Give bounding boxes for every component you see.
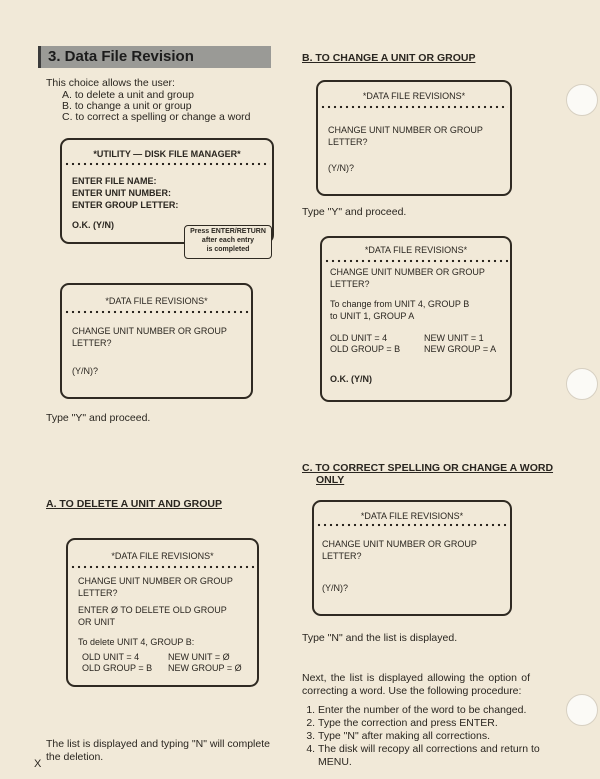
delete-instruction-1: ENTER Ø TO DELETE OLD GROUP	[78, 605, 227, 615]
change-prompt: CHANGE UNIT NUMBER OR GROUP	[78, 576, 233, 586]
delete-example: To delete UNIT 4, GROUP B:	[78, 637, 195, 647]
screen-title: *DATA FILE REVISIONS*	[362, 91, 466, 101]
procedure-step-1: 1. Enter the number of the word to be changed.	[318, 704, 550, 717]
section-b-heading: B. TO CHANGE A UNIT OR GROUP	[302, 52, 476, 64]
letter-prompt: LETTER?	[72, 338, 112, 348]
change-prompt: CHANGE UNIT NUMBER OR GROUP	[330, 267, 485, 277]
procedure-step-2: 2. Type the correction and press ENTER.	[318, 717, 550, 730]
punch-hole-middle	[566, 368, 598, 400]
star-border	[70, 564, 255, 570]
callout-line-2: after each entry	[201, 237, 255, 244]
letter-prompt: LETTER?	[322, 551, 362, 561]
screen-data-file-revisions-3	[312, 500, 512, 616]
callout-box	[184, 225, 272, 259]
section-a-heading: A. TO DELETE A UNIT AND GROUP	[46, 498, 222, 510]
letter-prompt: LETTER?	[328, 137, 368, 147]
delete-instruction-2: OR UNIT	[78, 617, 115, 627]
proceed-text-2: Type "Y" and proceed.	[302, 206, 407, 218]
change-example-2: to UNIT 1, GROUP A	[330, 311, 415, 321]
new-group: NEW GROUP = A	[424, 344, 497, 354]
list-displayed-text: Type "N" and the list is displayed.	[302, 632, 458, 644]
footer-text: The list is displayed and typing "N" will complete the deletion.	[46, 738, 270, 763]
star-border	[64, 161, 270, 167]
ok-prompt: O.K. (Y/N)	[330, 374, 372, 384]
change-prompt: CHANGE UNIT NUMBER OR GROUP	[322, 539, 477, 549]
section-c-heading-2: ONLY	[316, 474, 345, 486]
option-c: C. to correct a spelling or change a word	[62, 111, 251, 123]
section-heading: 3. Data File Revision	[48, 48, 194, 65]
star-border	[64, 309, 249, 315]
change-prompt: CHANGE UNIT NUMBER OR GROUP	[328, 125, 483, 135]
new-group: NEW GROUP = Ø	[168, 663, 242, 673]
letter-prompt: LETTER?	[78, 588, 118, 598]
next-paragraph: Next, the list is displayed allowing the option of correcting a word. Use the following procedure:	[302, 672, 530, 697]
screen-data-file-revisions-2	[316, 80, 512, 196]
page-letter: X	[34, 758, 42, 770]
old-group: OLD GROUP = B	[82, 663, 153, 673]
star-border	[324, 258, 508, 264]
callout-line-1: Press ENTER/RETURN	[190, 228, 266, 235]
old-unit: OLD UNIT = 4	[82, 652, 140, 662]
screen-change-unit	[320, 236, 512, 402]
screen-title: *DATA FILE REVISIONS*	[364, 245, 468, 255]
screen-delete-unit	[66, 538, 259, 687]
enter-group-letter: ENTER GROUP LETTER:	[72, 200, 179, 210]
section-c-heading: C. TO CORRECT SPELLING OR CHANGE A WORD	[302, 462, 554, 474]
enter-unit-number: ENTER UNIT NUMBER:	[72, 188, 171, 198]
yn-prompt: (Y/N)?	[328, 163, 355, 173]
punch-hole-top	[566, 84, 598, 116]
new-unit: NEW UNIT = Ø	[168, 652, 230, 662]
procedure-step-3: 3. Type "N" after making all corrections.	[318, 730, 550, 743]
new-unit: NEW UNIT = 1	[424, 333, 484, 343]
screen-title: *UTILITY — DISK FILE MANAGER*	[93, 149, 241, 159]
procedure-step-4: 4. The disk will recopy all corrections and return to MENU.	[318, 743, 550, 769]
option-b: B. to change a unit or group	[62, 100, 192, 112]
procedure-list	[300, 704, 550, 769]
section-heading-bar	[38, 46, 271, 68]
old-group: OLD GROUP = B	[330, 344, 401, 354]
screen-title: *DATA FILE REVISIONS*	[360, 511, 464, 521]
screen-title: *DATA FILE REVISIONS*	[105, 296, 208, 306]
callout-line-3: is completed	[206, 246, 250, 253]
ok-prompt: O.K. (Y/N)	[72, 220, 114, 230]
yn-prompt: (Y/N)?	[72, 366, 99, 376]
star-border	[320, 104, 508, 110]
change-prompt: CHANGE UNIT NUMBER OR GROUP	[72, 326, 227, 336]
punch-hole-bottom	[566, 694, 598, 726]
screen-title: *DATA FILE REVISIONS*	[111, 551, 214, 561]
yn-prompt: (Y/N)?	[322, 583, 349, 593]
proceed-text: Type "Y" and proceed.	[46, 412, 151, 424]
enter-file-name: ENTER FILE NAME:	[72, 176, 157, 186]
star-border	[316, 522, 508, 528]
change-example-1: To change from UNIT 4, GROUP B	[330, 299, 470, 309]
old-unit: OLD UNIT = 4	[330, 333, 388, 343]
option-a: A. to delete a unit and group	[62, 89, 194, 101]
letter-prompt: LETTER?	[330, 279, 370, 289]
screen-data-file-revisions-1	[60, 283, 253, 399]
intro-text: This choice allows the user:	[46, 77, 175, 89]
